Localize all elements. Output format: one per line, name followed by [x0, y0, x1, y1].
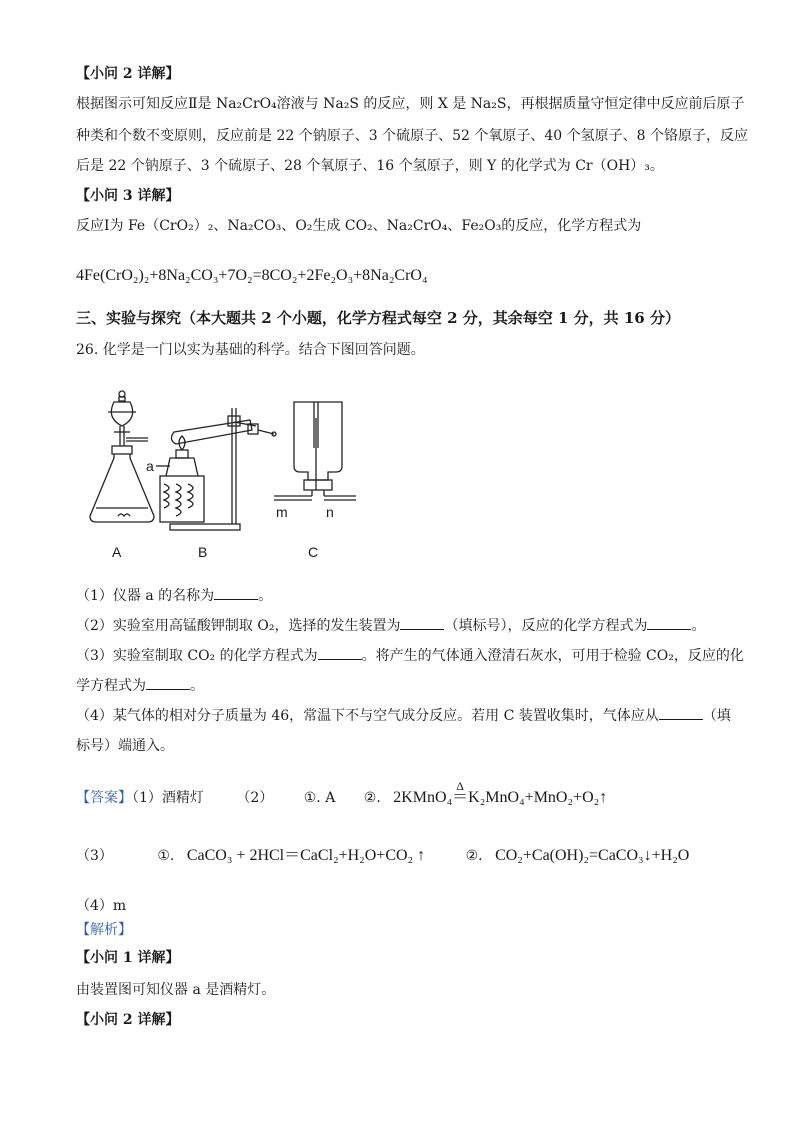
label-n: n — [326, 504, 334, 520]
apparatus-b — [156, 408, 276, 530]
label-B: B — [198, 544, 208, 560]
answer-tag: 【答案】 — [76, 790, 132, 806]
equation-co2-limewater: CO₂+Ca(OH)₂=CaCO₃↓+H₂O — [495, 847, 690, 864]
paragraph-line: 由装置图可知仪器 a 是酒精灯。 — [76, 982, 276, 998]
apparatus-figure — [86, 388, 366, 568]
subquestion-3-heading: 【小问 3 详解】 — [76, 188, 180, 204]
answer-blank — [146, 677, 190, 690]
section-3-heading: 三、实验与探究（本大题共 2 个小题，化学方程式每空 2 分，其余每空 1 分，共 16 分） — [76, 309, 680, 327]
label-m: m — [276, 504, 288, 520]
question-4-cont: 标号）端通入。 — [76, 738, 174, 754]
question-4: （4）某气体的相对分子质量为 46，常温下不与空气成分反应。若用 C 装置收集时，气体应从 （填 — [76, 708, 731, 724]
analysis-tag: 【解析】 — [76, 922, 132, 938]
answer-line-1: 【答案】（1）酒精灯 （2） ①. A ②. 2KMnO₄ Δ ＝K₂MnO₄+MnO₂+O₂↑ — [76, 779, 608, 806]
equation-caco3-hcl: CaCO₃ + 2HCl＝CaCl₂+H₂O+CO₂ ↑ — [186, 847, 426, 864]
subquestion-2-heading: 【小问 2 详解】 — [76, 66, 180, 82]
paragraph-line: 根据图示可知反应Ⅱ是 Na₂CrO₄溶液与 Na₂S 的反应，则 X 是 Na₂S，再根据质量守恒定律中反应前后原子 — [76, 96, 745, 112]
label-C: C — [308, 544, 319, 560]
subquestion-2-heading: 【小问 2 详解】 — [76, 1012, 180, 1028]
answer-line-3: （3） ①. CaCO₃ + 2HCl＝CaCl₂+H₂O+CO₂ ↑ ②. CO₂+Ca(OH)₂=CaCO₃↓+H₂O — [76, 847, 690, 864]
apparatus-c — [274, 402, 356, 500]
question-1: （1）仪器 a 的名称为 。 — [76, 588, 273, 604]
apparatus-drawing — [86, 388, 366, 568]
question-2: （2）实验室用高锰酸钾制取 O₂，选择的发生装置为 （填标号），反应的化学方程式为 。 — [76, 618, 706, 634]
label-a: a — [146, 458, 154, 474]
question-3: （3）实验室制取 CO₂ 的化学方程式为 。将产生的气体通入澄清石灰水，可用于检验 CO₂，反应的化 — [76, 648, 744, 664]
subquestion-1-heading: 【小问 1 详解】 — [76, 950, 180, 966]
question-26: 26. 化学是一门以实为基础的科学。结合下图回答问题。 — [76, 342, 425, 358]
paragraph-line: 种类和个数不变原则，反应前是 22 个钠原子、3 个硫原子、52 个氧原子、40 个氢原子、8 个铬原子，反应 — [76, 128, 748, 144]
answer-blank — [318, 647, 362, 660]
paragraph-line: 反应Ⅰ为 Fe（CrO₂）₂、Na₂CO₃、O₂生成 CO₂、Na₂CrO₄、Fe₂O₃的反应，化学方程式为 — [76, 218, 642, 234]
answer-blank — [659, 707, 703, 720]
answer-line-4: （4）m — [76, 898, 127, 914]
equation-kmno4: 2KMnO₄ Δ ＝K₂MnO₄+MnO₂+O₂↑ — [393, 779, 608, 806]
apparatus-a — [90, 391, 154, 522]
answer-blank — [647, 617, 691, 630]
answer-blank — [214, 587, 258, 600]
label-A: A — [112, 544, 122, 560]
answer-blank — [400, 617, 444, 630]
equation-1: 4Fe(CrO₂)₂+8Na₂CO₃+7O₂=8CO₂+2Fe₂O₃+8Na₂CrO₄ — [76, 267, 428, 284]
question-3-cont: 学方程式为 。 — [76, 678, 204, 694]
paragraph-line: 后是 22 个钠原子、3 个硫原子、28 个氧原子、16 个氢原子，则 Y 的化学式为 Cr（OH）₃。 — [76, 158, 664, 174]
